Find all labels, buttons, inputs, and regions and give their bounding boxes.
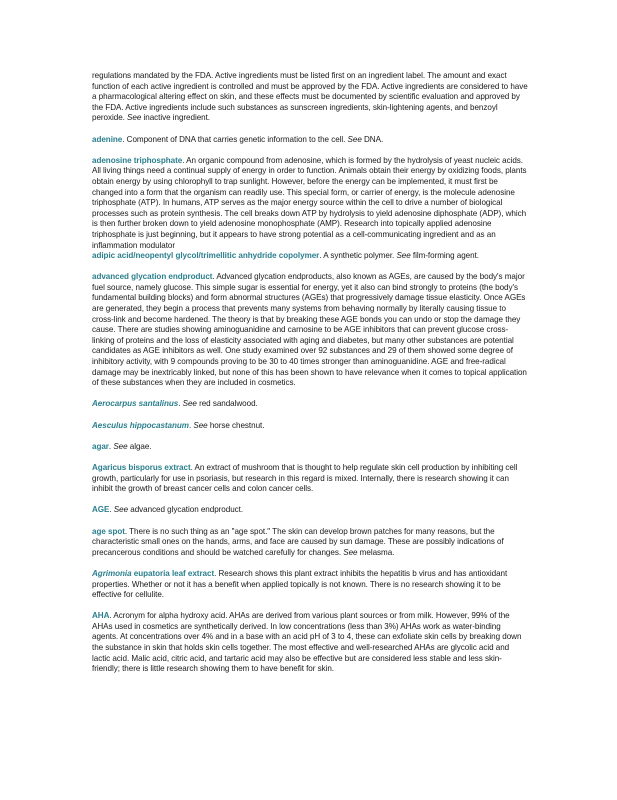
entry-term: adipic acid/neopentyl glycol/trimellitic anhydride copolymer <box>92 251 320 261</box>
entry-aha <box>92 611 528 675</box>
entry-text: . Component of DNA that carries genetic information to the cell. <box>122 134 348 144</box>
see-reference: melasma. <box>357 547 395 557</box>
entry-adenosine-triphosphate <box>92 156 528 251</box>
see-reference: horse chestnut. <box>207 420 265 430</box>
see-reference: advanced glycation endproduct. <box>128 505 244 515</box>
entry-advanced-glycation-endproduct <box>92 272 528 389</box>
entry-active-ingredient-continued <box>92 71 528 124</box>
entry-term: adenosine triphosphate <box>92 155 183 165</box>
see-label: See <box>113 441 128 451</box>
see-label: See <box>193 420 208 430</box>
see-label: See <box>127 113 142 123</box>
entry-text: . Acronym for alpha hydroxy acid. AHAs are derived from various plant sources or from milk. However, 99% of the AHAs used in cosmetics are synthetically derived. In low concentrations (less than 3%) AHAs work as water-binding agents. At concentrations over 4% and in a base with an acid pH of 3 to 4, these can exfoliate skin cells by breaking down the substance in skin that holds skin cells together. The most effective and well-researched AHAs are glycolic acid and lactic acid. Malic acid, citric acid, and tartaric acid may also be effective but are considered less stable and less skin-friendly; there is little research showing them to have benefit for skin. <box>92 611 522 674</box>
entry-text: . <box>178 399 183 409</box>
entry-term: Aerocarpus santalinus <box>92 399 179 409</box>
entry-text: . <box>109 505 114 515</box>
see-label: See <box>396 251 411 261</box>
entry-text: . Research shows this plant extract inhibits the hepatitis b virus and has antioxidant properties. Whether or not it has a benefit when applied topically is not known. There is no research showing it to be effective for cellulite. <box>92 568 508 600</box>
entry-age-spot <box>92 527 528 559</box>
entry-text: . There is no such thing as an "age spot." The skin can develop brown patches for many reasons, but the characteristic small ones on the hands, arms, and face are caused by sun damage. These are possibly indications of precancerous conditions and should be watched carefully for changes. <box>92 526 504 557</box>
entry-text: . An organic compound from adenosine, which is formed by the hydrolysis of yeast nucleic acids. All living things need a continual supply of energy in order to function. Animals obtain their energy by oxidizing foods, plants obtain energy by using chlorophyll to trap sunlight. However, before the energy can be implemented, it must first be changed into a form that the organism can readily use. This special form, or carrier of energy, is the molecule adenosine triphosphate (ATP). In humans, ATP serves as the major energy source within the cell to drive a number of biological processes such as protein synthesis. The cell breaks down ATP by hydrolysis to yield adenosine diphosphate (ADP), which is then further broken down to yield adenosine monophosphate (AMP). Research into topically applied adenosine triphosphate is just beginning, but it appears to have strong potential as a cell-communicating ingredient and as an inflammation modulator <box>92 155 527 250</box>
see-label: See <box>343 547 358 557</box>
entry-term: AHA <box>92 611 110 621</box>
entry-adenine <box>92 135 528 146</box>
entry-term: Aesculus hippocastanum <box>92 420 189 430</box>
entry-term: Agaricus bisporus extract <box>92 462 191 472</box>
entry-text: . <box>188 420 194 430</box>
see-reference: film-forming agent. <box>410 251 479 261</box>
entry-agaricus-bisporus-extract <box>92 463 528 495</box>
see-label: See <box>347 134 362 144</box>
glossary-page <box>92 71 528 685</box>
see-reference: DNA. <box>361 134 384 144</box>
entry-term: eupatoria leaf extract <box>131 568 215 578</box>
see-reference: red sandalwood. <box>196 399 258 409</box>
entry-term: adenine <box>92 134 123 144</box>
entry-text: . <box>108 441 114 451</box>
entry-term-italic-part: Agrimonia <box>92 568 132 578</box>
see-reference: inactive ingredient. <box>141 113 211 123</box>
entry-term: age spot <box>92 526 125 536</box>
see-label: See <box>113 505 129 515</box>
entry-agar <box>92 442 528 453</box>
see-label: See <box>182 399 197 409</box>
entry-age <box>92 505 528 516</box>
entry-text: . Advanced glycation endproducts, also known as AGEs, are caused by the body's major fuel source, namely glucose. This simple sugar is essential for energy, yet it also can bind strongly to proteins (the body's fundamental building blocks) and form abnormal structures (AGEs) that progressively damage tissue elasticity. Once AGEs are generated, they begin a process that prevents many systems from behaving normally by literally causing tissue to cross-link and become hardened. The theory is that by breaking these AGE bonds you can undo or stop the damage they cause. There are studies showing aminoguanidine and carnosine to be AGE inhibitors that can prevent glucose cross-linking of proteins and the loss of elasticity associated with aging and diabetes, but many other substances are potential candidates as AGE inhibitors as well. One study examined over 92 substances and 29 of them showed some degree of inhibitory activity, with 9 compounds proving to be 30 to 40 times stronger than aminoguanidine. AGE and free-radical damage may be inextricably linked, but none of this has been shown to have relevance when it comes to topical application of these substances when they are included in cosmetics. <box>92 272 527 388</box>
entry-term: agar <box>92 441 109 451</box>
entry-aerocarpus-santalinus <box>92 399 528 410</box>
entry-aesculus-hippocastanum <box>92 421 528 432</box>
entry-agrimonia-eupatoria-leaf-extract <box>92 569 528 601</box>
entry-text: . An extract of mushroom that is thought to help regulate skin cell production by inhibiting cell growth, particularly for use in psoriasis, but research in this regard is mixed. Internally, there is research showing it can inhibit the growth of breast cancer cells and colon cancer cells. <box>92 462 518 494</box>
entry-text: regulations mandated by the FDA. Active ingredients must be listed first on an ingredient label. The amount and exact function of each active ingredient is controlled and must be approved by the FDA. Active ingredients are considered to have a pharmacological altering effect on skin, and these effects must be documented by scientific evaluation and approved by the FDA. Active ingredients include such substances as sunscreen ingredients, skin-lightening agents, and benzoyl peroxide. <box>92 71 528 123</box>
entry-term: advanced glycation endproduct <box>92 272 213 282</box>
entry-term: AGE <box>92 505 110 515</box>
entry-adipic-acid-copolymer <box>92 251 528 262</box>
entry-text: . A synthetic polymer. <box>319 251 397 261</box>
see-reference: algae. <box>127 441 152 451</box>
